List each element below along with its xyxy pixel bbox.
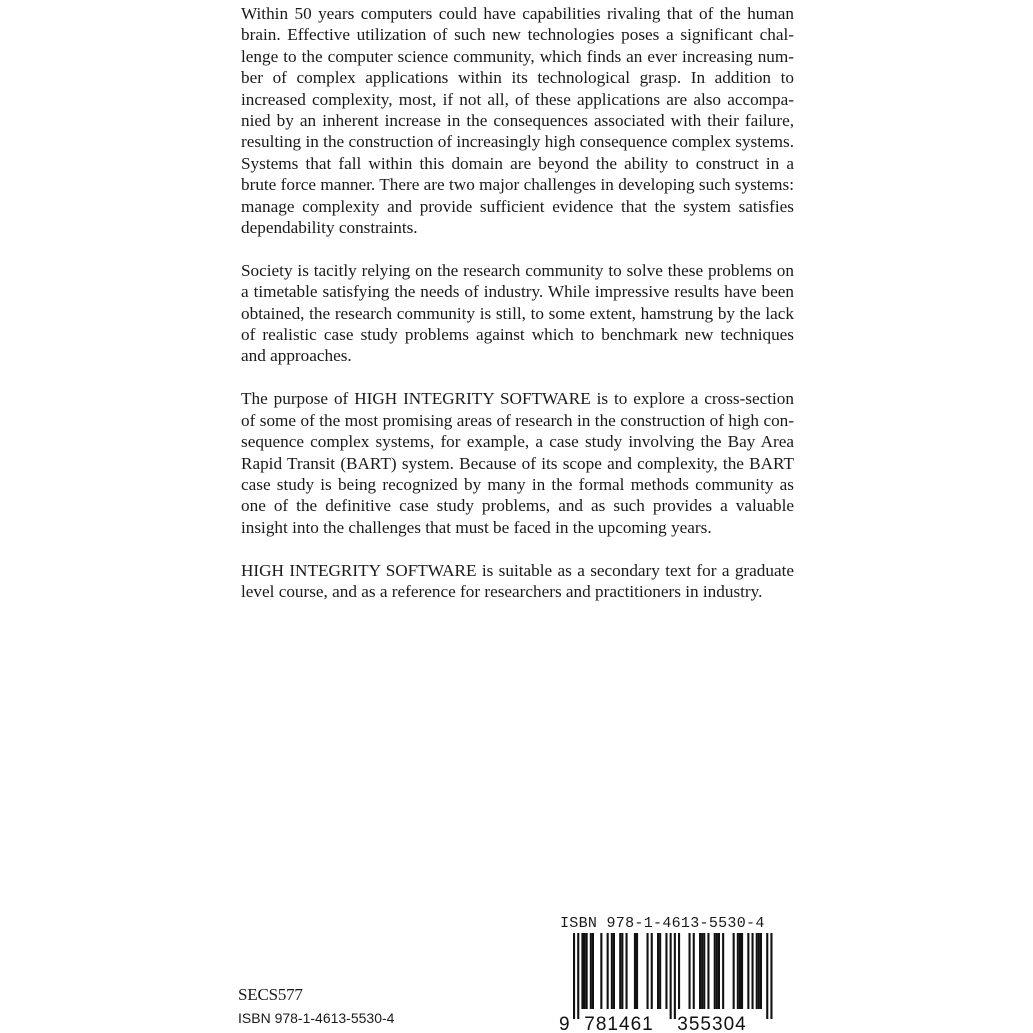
barcode-icon [553,933,787,1033]
barcode-bar [714,933,716,1009]
barcode-bar [657,933,659,1009]
barcode-isbn-label: ISBN 978-1-4613-5530-4 [560,915,765,932]
barcode-first-digit: 9 [559,1014,570,1033]
barcode-bar [739,933,741,1009]
barcode-bar [611,933,613,1009]
barcode-bar [613,933,615,1009]
barcode-bar [647,933,649,1009]
isbn-text: ISBN 978-1-4613-5530-4 [238,1010,395,1026]
back-cover-description [241,3,794,624]
barcode-bar [758,933,760,1009]
paragraph-audience: HIGH INTEGRITY SOFTWARE is suitable as a secondary text for a graduate level course, and as a reference for researchers and practitioners in industry. [241,560,794,601]
barcode-bar [718,933,720,1009]
barcode-bar [766,933,768,1019]
barcode-bar [586,933,588,1009]
barcode-bar [665,933,667,1009]
barcode-bar [737,933,739,1009]
barcode-bar [674,933,676,1019]
barcode-bar [573,933,575,1019]
barcode-bar [752,933,754,1009]
paragraph-intro: Within 50 years computers could have capabilities rivaling that of the human brain. Effective utilization of such new technologies poses a significant challenge to the computer science community, which finds an ever increasing number of complex applications within its technological grasp. In addition to increased complexity, most, if not all, of these applications are also accompanied by an inherent increase in the consequences associated with their failure, resulting in the construction of increasingly high consequence complex systems. Systems that fall within this domain are beyond the ability to construct in a brute force manner. There are two major challenges in developing such systems: manage complexity and provide sufficient evidence that the system satisfies dependability constraints. [241,4,794,238]
barcode-left-digits: 781461 [584,1014,654,1033]
barcode-bar [607,933,609,1009]
barcode-bar [621,933,623,1009]
barcode-bar [722,933,724,1009]
barcode-bar [716,933,718,1009]
barcode-bar [584,933,586,1009]
barcode-bar [760,933,762,1009]
barcode-bar [581,933,583,1009]
barcode-bar [600,933,602,1009]
series-code: SECS577 [238,985,303,1004]
barcode [553,913,787,1033]
paragraph-society: Society is tacitly relying on the research community to solve these problems on a timetable satisfying the needs of industry. While impressive results have been obtained, the research community is still, to some extent, hamstrung by the lack of realistic case study problems against which to benchmark new techniques and approaches. [241,260,794,366]
barcode-bar [659,933,661,1009]
barcode-bar [636,933,638,1009]
barcode-bar [707,933,709,1009]
barcode-bar [577,933,579,1019]
barcode-bar [701,933,703,1009]
barcode-bar [590,933,592,1009]
barcode-bar [693,933,695,1009]
paragraph-purpose: The purpose of HIGH INTEGRITY SOFTWARE is to explore a cross-section of some of the most promising areas of research in the construction of high consequence complex systems, for example, a case study involving the Bay Area Rapid Transit (BART) system. Because of its scope and complexity, the BART case study is being recognized by many in the formal methods community as one of the definitive case study problems, and as such provides a valuable insight into the challenges that must be faced in the upcoming years. [241,389,794,537]
barcode-bar [670,933,672,1019]
barcode-bar [651,933,653,1009]
barcode-bar [592,933,594,1009]
barcode-bar [770,933,772,1019]
barcode-bar [678,933,680,1009]
barcode-bar [703,933,705,1009]
barcode-bar [747,933,749,1009]
barcode-bar [634,933,636,1009]
barcode-bar [699,933,701,1009]
barcode-bar [626,933,628,1009]
barcode-bar [689,933,691,1009]
barcode-bar [619,933,621,1009]
barcode-bar [756,933,758,1009]
barcode-bar [741,933,743,1009]
barcode-bar [733,933,735,1009]
barcode-right-digits: 355304 [677,1014,747,1033]
